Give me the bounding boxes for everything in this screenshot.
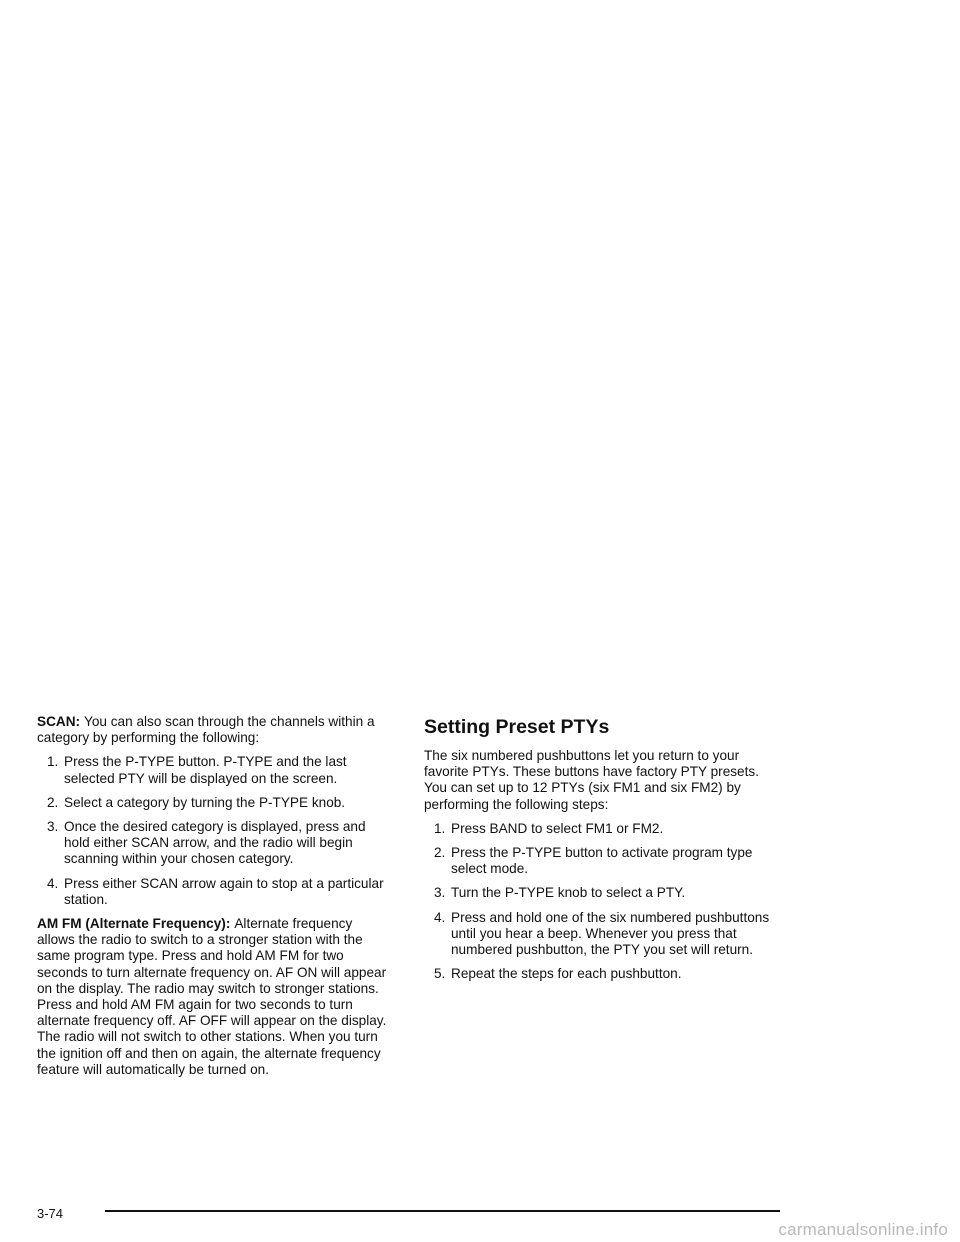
section-heading: Setting Preset PTYs [424,716,610,738]
step-text: Press the P-TYPE button. P-TYPE and the last selected PTY will be displayed on the screen. [64,754,347,786]
step-number: 4. [434,909,446,925]
preset-steps-list [424,821,780,983]
step-text: Turn the P-TYPE knob to select a PTY. [451,885,686,901]
list-item [424,910,780,959]
list-item [37,819,393,868]
page-number: 3-74 [37,1206,64,1221]
step-text: Press and hold one of the six numbered pushbuttons until you hear a beep. Whenever you press that numbered pushbutton, the PTY you set will return. [451,909,770,958]
step-number: 1. [434,820,446,836]
list-item [37,754,393,786]
list-item [424,821,780,837]
list-item [424,966,780,982]
amfm-paragraph [37,916,393,1078]
scan-text: You can also scan through the channels within a category by performing the following: [37,714,375,746]
step-number: 3. [47,819,59,835]
amfm-label: AM FM (Alternate Frequency): [37,916,231,932]
watermark: carmanualsonline.info [778,1220,948,1239]
step-text: Press either SCAN arrow again to stop at a particular station. [64,875,384,907]
footer-divider [105,1210,780,1212]
scan-label: SCAN: [37,714,81,729]
list-item [37,795,393,811]
list-item [424,885,780,901]
left-column [37,714,393,1086]
step-number: 2. [47,794,59,810]
step-number: 2. [434,845,446,861]
scan-steps-list [37,754,393,908]
list-item [424,845,780,877]
step-text: Once the desired category is displayed, press and hold either SCAN arrow, and the radio will begin scanning within your chosen category. [64,819,366,867]
step-number: 5. [434,966,446,982]
step-text: Select a category by turning the P-TYPE knob. [64,794,346,810]
scan-paragraph [37,714,393,746]
step-text: Press BAND to select FM1 or FM2. [451,820,664,836]
step-number: 4. [47,875,59,891]
list-item [37,876,393,908]
step-number: 1. [47,754,59,770]
step-text: Repeat the steps for each pushbutton. [451,966,682,982]
step-number: 3. [434,885,446,901]
amfm-text: Alternate frequency allows the radio to switch to a stronger station with the same program type. Press and hold AM FM for two seconds to turn alternate frequency on. AF ON will appear on the display. The radio may switch to stronger stations. Press and hold AM FM again for two seconds to turn alternate frequency off. AF OFF will appear on the display. The radio will not switch to other stations. When you turn the ignition off and then on again, the alternate frequency feature will automatically be turned on. [37,916,387,1077]
right-column [424,718,780,990]
intro-paragraph: The six numbered pushbuttons let you return to your favorite PTYs. These buttons have factory PTY presets. You can set up to 12 PTYs (six FM1 and six FM2) by performing the following steps: [424,748,759,812]
step-text: Press the P-TYPE button to activate program type select mode. [451,845,753,877]
